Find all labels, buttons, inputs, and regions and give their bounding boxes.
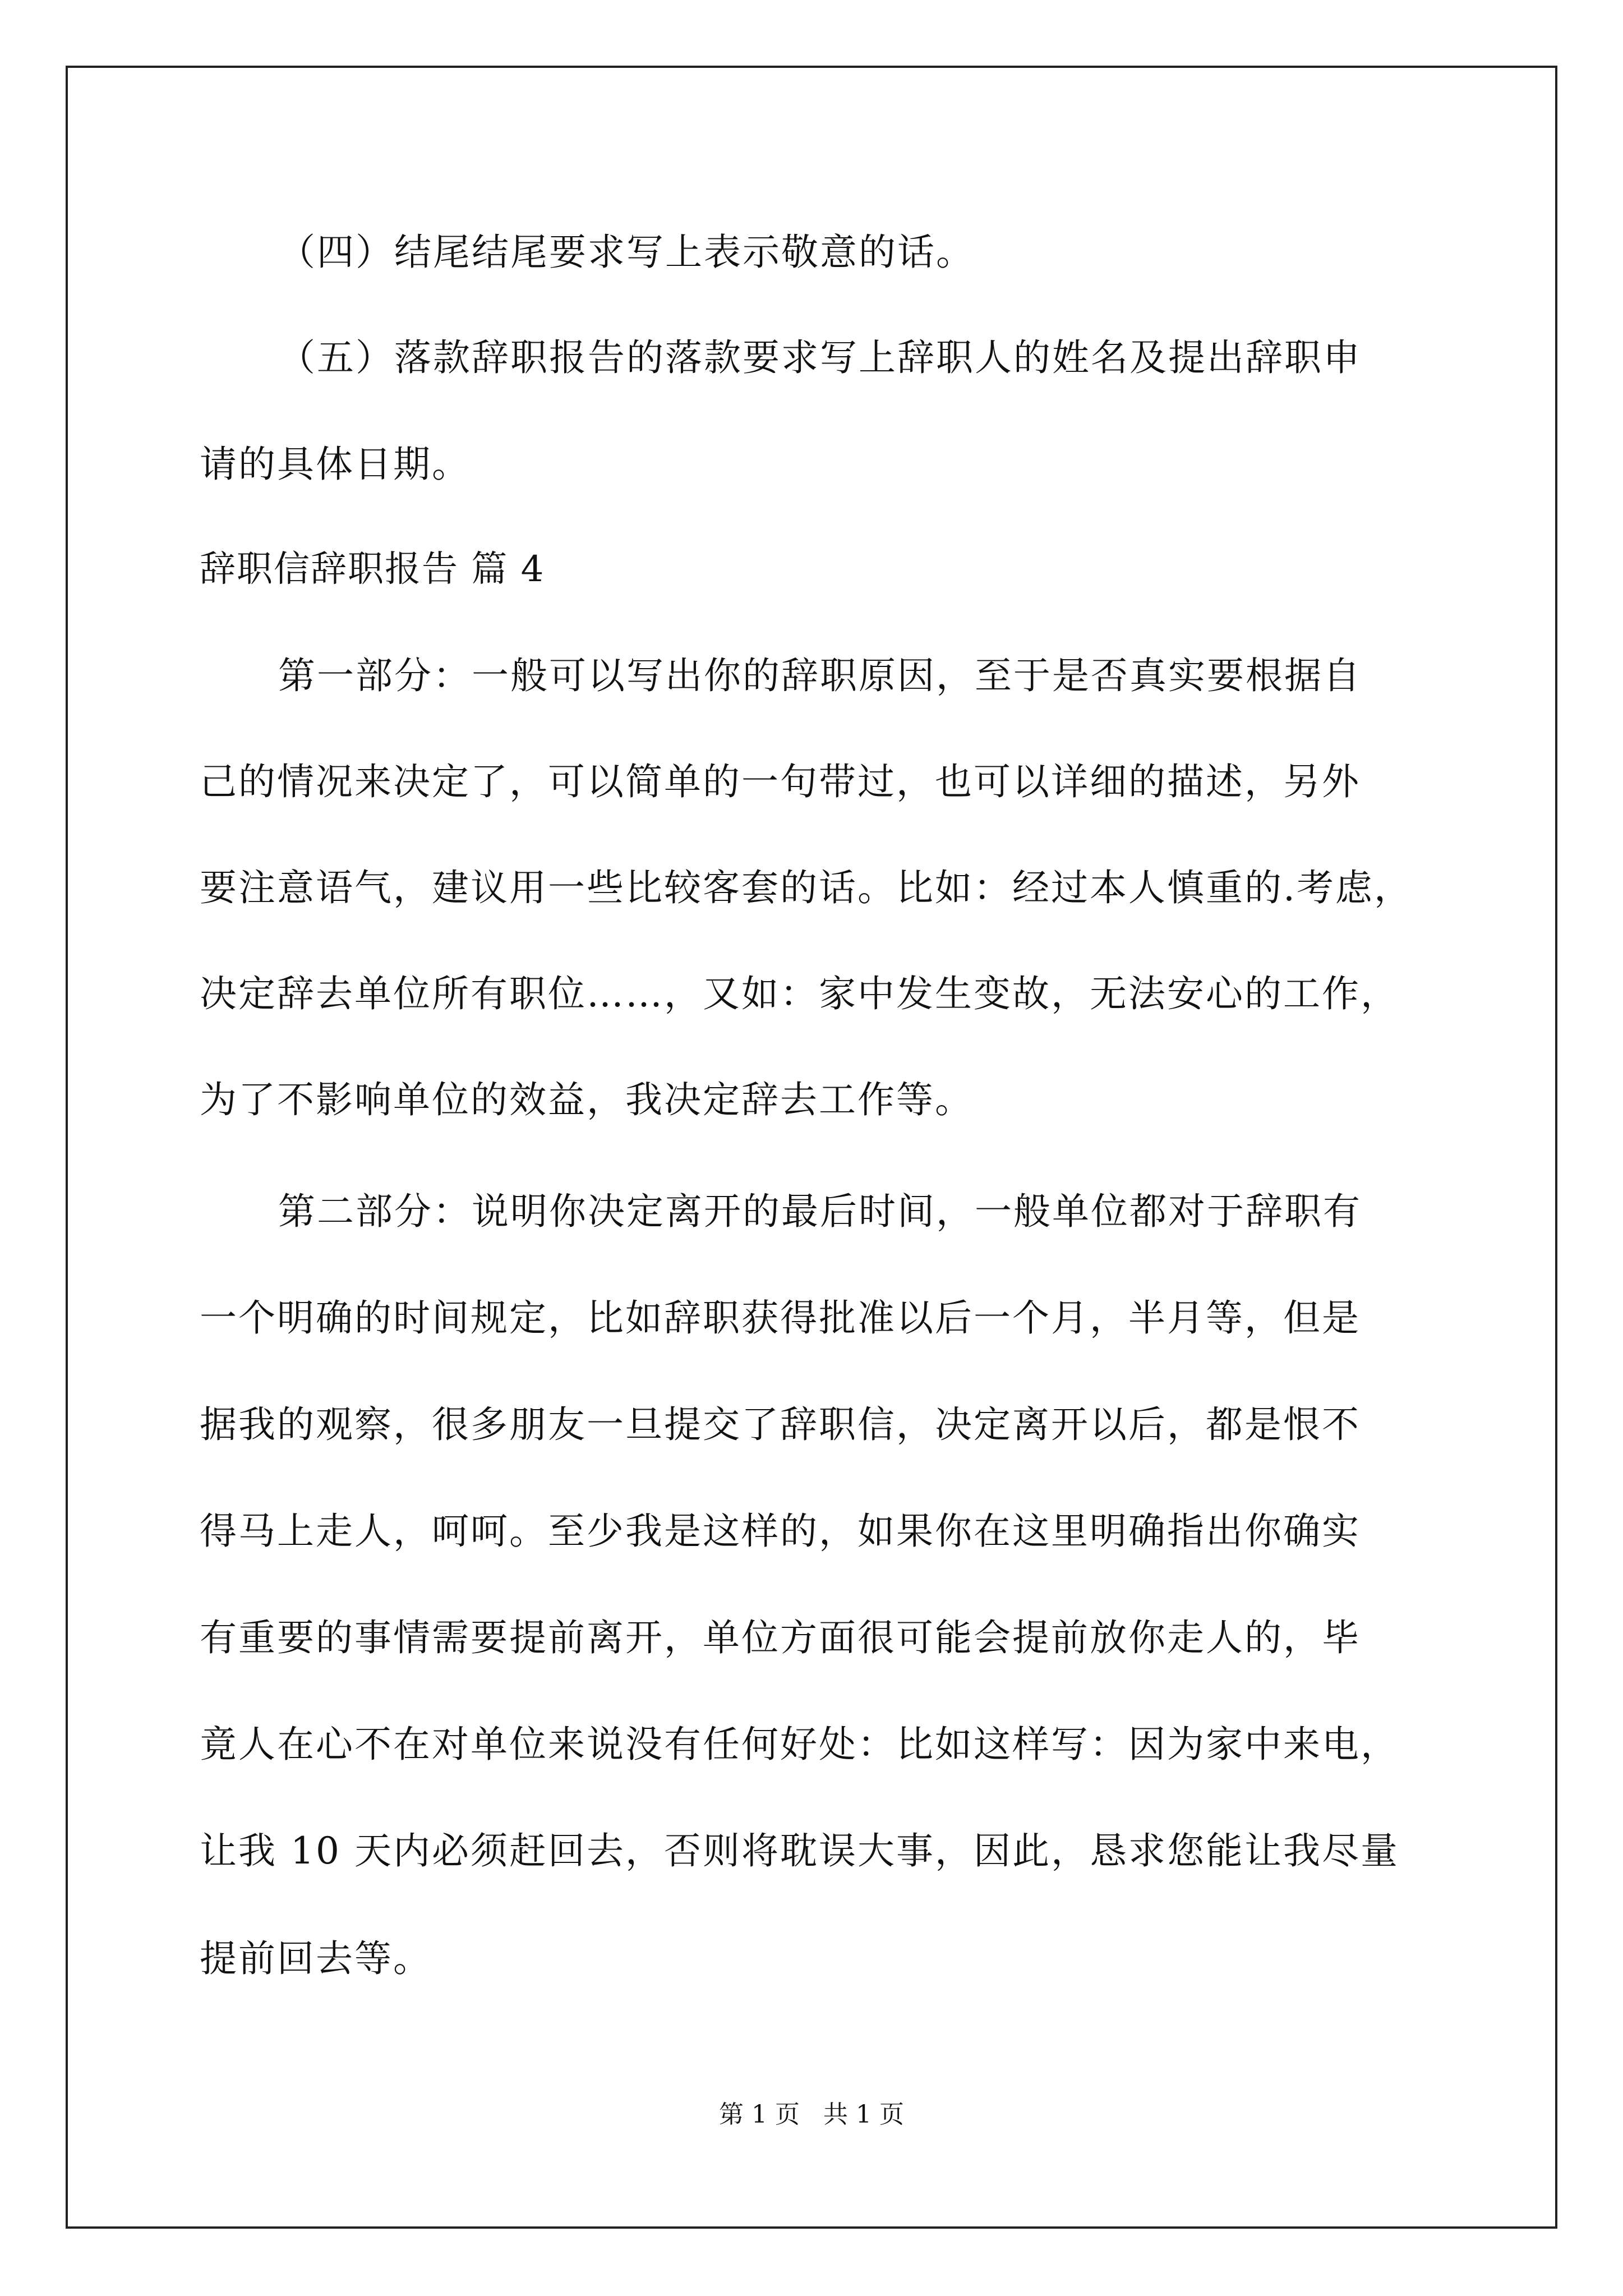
paragraph-line: 竟人在心不在对单位来说没有任何好处：比如这样写：因为家中来电， xyxy=(200,1723,1399,1766)
paragraph-line: 第二部分：说明你决定离开的最后时间，一般单位都对于辞职有 xyxy=(278,1190,1362,1233)
paragraph-line: 提前回去等。 xyxy=(200,1937,432,1980)
page-total: 共 1 页 xyxy=(823,2100,904,2129)
paragraph-line: 为了不影响单位的效益，我决定辞去工作等。 xyxy=(200,1078,974,1121)
page-number: 第 1 页 xyxy=(719,2100,800,2129)
section-heading: 辞职信辞职报告 篇 4 xyxy=(200,549,545,590)
paragraph-line: 让我 10 天内必须赶回去，否则将耽误大事，因此，恳求您能让我尽量 xyxy=(200,1829,1399,1872)
paragraph-line: 一个明确的时间规定，比如辞职获得批准以后一个月，半月等，但是 xyxy=(200,1296,1361,1340)
paragraph-line: （五）落款辞职报告的落款要求写上辞职人的姓名及提出辞职申 xyxy=(278,336,1362,379)
paragraph-line: 己的情况来决定了，可以简单的一句带过，也可以详细的描述，另外 xyxy=(200,760,1361,803)
paragraph-line: 据我的观察，很多朋友一旦提交了辞职信，决定离开以后，都是恨不 xyxy=(200,1403,1361,1446)
paragraph-line: 要注意语气，建议用一些比较客套的话。比如：经过本人慎重的.考虑， xyxy=(200,866,1413,909)
page-footer xyxy=(0,2098,1623,2132)
paragraph-line: 有重要的事情需要提前离开，单位方面很可能会提前放你走人的，毕 xyxy=(200,1616,1361,1659)
paragraph-line: （四）结尾结尾要求写上表示敬意的话。 xyxy=(278,231,975,274)
paragraph-line: 第一部分：一般可以写出你的辞职原因，至于是否真实要根据自 xyxy=(278,654,1362,697)
paragraph-line: 请的具体日期。 xyxy=(200,443,471,486)
paragraph-line: 决定辞去单位所有职位……，又如：家中发生变故，无法安心的工作， xyxy=(200,972,1399,1015)
page-border xyxy=(66,66,1557,2229)
paragraph-line: 得马上走人，呵呵。至少我是这样的，如果你在这里明确指出你确实 xyxy=(200,1510,1361,1553)
